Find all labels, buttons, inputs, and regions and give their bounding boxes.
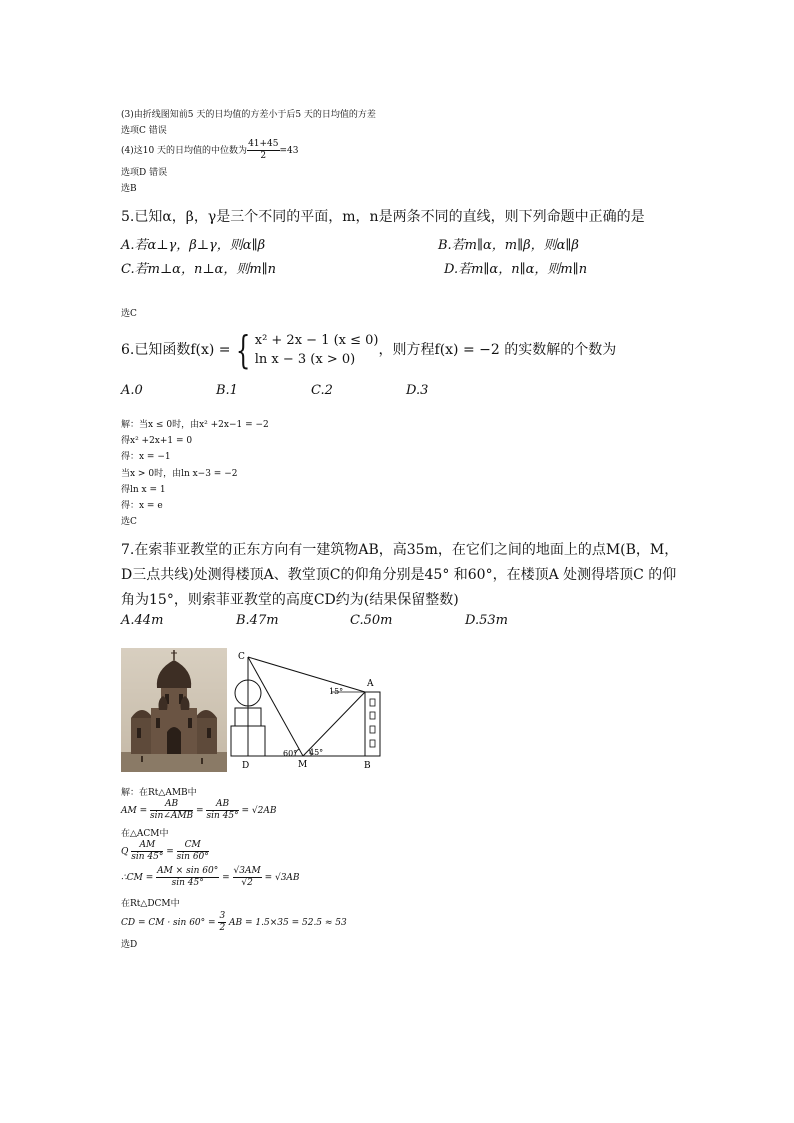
label-a: A — [367, 679, 374, 689]
q7-sol-4-mid: = — [166, 847, 174, 857]
q7-option-d: D.53m — [465, 613, 508, 628]
prev-answer: 选B — [121, 184, 137, 194]
line-ca — [248, 657, 365, 692]
q7-answer: 选D — [121, 940, 138, 950]
q7-sol-5-post: = √3AB — [264, 873, 300, 883]
q7-sol-4-pre: Q — [121, 847, 129, 857]
label-angle-60: 60° — [283, 749, 298, 758]
building-ab — [365, 692, 380, 756]
q7-sol-3: 在△ACM中 — [121, 829, 169, 839]
frac-den: sin 45° — [131, 852, 164, 862]
frac-den: sin 60° — [176, 852, 209, 862]
q6-sol-5: 得ln x = 1 — [121, 485, 166, 495]
q5-option-a: A.若α⊥γ，β⊥γ，则α∥β — [121, 238, 266, 253]
frac-3-2 — [218, 911, 226, 934]
q7-sol-7 — [121, 911, 347, 934]
prev-line4 — [121, 139, 299, 162]
frac-num: AM × sin 60° — [157, 866, 219, 876]
label-d: D — [242, 761, 250, 771]
q6-stem — [121, 328, 617, 372]
frac-am-sin45 — [131, 840, 163, 863]
label-m: M — [298, 760, 308, 770]
q6-stem-post: ，则方程f(x) = −2 的实数解的个数为 — [378, 342, 617, 358]
q6-sol-6: 得：x = e — [121, 501, 163, 511]
q7-sol-2 — [121, 799, 276, 822]
frac-den: sin∠AMB — [150, 811, 194, 821]
q6-option-b: B.1 — [216, 383, 238, 398]
frac-den: sin 45° — [171, 878, 204, 888]
q7-sol-5-mid: = — [222, 873, 230, 883]
frac-num: CM — [177, 840, 209, 852]
q7-sol-7-post: AB = 1.5×35 = 52.5 ≈ 53 — [229, 918, 347, 928]
church-photo — [121, 648, 227, 772]
line-ma — [303, 692, 365, 756]
q7-line-2: D三点共线)处测得楼顶A、教堂顶C的仰角分别是45° 和60°，在楼顶A 处测得塔顶C 的仰 — [121, 567, 677, 583]
piecewise-brace: { — [235, 328, 250, 372]
q5-option-d: D.若m∥α，n∥α，则m∥n — [444, 262, 588, 277]
frac-num: √3AM — [233, 866, 261, 876]
q7-sol-2-mid: = — [196, 806, 204, 816]
median-fraction — [247, 139, 279, 162]
label-angle-15: 15° — [329, 687, 344, 696]
piece-1: x² + 2x − 1 (x ≤ 0) — [254, 333, 379, 348]
q7-line-1: 7.在索菲亚教堂的正东方向有一建筑物AB，高35m，在它们之间的地面上的点M(B，M， — [121, 542, 679, 558]
q7-sol-7-pre: CD = CM · sin 60° = — [121, 918, 216, 928]
frac-ab-sin45 — [206, 799, 238, 822]
q7-sol-6: 在Rt△DCM中 — [121, 899, 180, 909]
label-b: B — [364, 761, 371, 771]
q7-sol-5-pre: ∴CM = — [121, 873, 154, 883]
q6-answer: 选C — [121, 517, 137, 527]
q6-option-c: C.2 — [311, 383, 333, 398]
q7-sol-1: 解：在Rt△AMB中 — [121, 788, 197, 798]
prev-line3-result: 选项C 错误 — [121, 126, 167, 136]
frac-root3-root2 — [233, 866, 262, 889]
frac-num: 3 — [219, 911, 226, 921]
frac-den: sin 45° — [206, 811, 239, 821]
q5-stem: 5.已知α，β，γ是三个不同的平面，m，n是两条不同的直线，则下列命题中正确的是 — [121, 209, 645, 225]
frac-cm-sin60 — [177, 840, 209, 863]
q5-option-c: C.若m⊥α，n⊥α，则m∥n — [121, 262, 277, 277]
frac-den: √2 — [241, 878, 253, 888]
prev-line4-pre: (4)这10 天的日均值的中位数为 — [121, 146, 248, 156]
q6-stem-pre: 6.已知函数f(x) = — [121, 342, 231, 358]
q6-sol-4: 当x > 0时，由ln x−3 = −2 — [121, 469, 238, 479]
piecewise-block — [255, 331, 379, 369]
q7-sol-2-pre: AM = — [121, 806, 148, 816]
q7-option-c: C.50m — [350, 613, 393, 628]
line-mc — [248, 657, 303, 756]
prev-line3: (3)由折线图知前5 天的日均值的方差小于后5 天的日均值的方差 — [121, 110, 376, 120]
q6-option-a: A.0 — [121, 383, 143, 398]
q7-sol-4 — [121, 840, 209, 863]
q6-sol-3: 得：x = −1 — [121, 452, 171, 462]
q7-option-b: B.47m — [236, 613, 279, 628]
q7-option-a: A.44m — [121, 613, 164, 628]
q7-sol-5 — [121, 866, 300, 889]
frac-am-sin60-sin45 — [156, 866, 219, 889]
geometry-diagram — [229, 650, 389, 774]
q7-sol-2-post: = √2AB — [241, 806, 277, 816]
median-fraction-den: 2 — [260, 151, 267, 161]
frac-den: 2 — [219, 923, 226, 933]
q6-sol-2: 得x² +2x+1 = 0 — [121, 436, 193, 446]
frac-num: AB — [206, 799, 238, 811]
label-c: C — [238, 652, 245, 662]
q5-option-b: B.若m∥α，m∥β，则α∥β — [438, 238, 579, 253]
q7-line-3: 角为15°，则索菲亚教堂的高度CD约为(结果保留整数) — [121, 592, 459, 608]
prev-line4-result: 选项D 错误 — [121, 168, 168, 178]
piece-2: ln x − 3 (x > 0) — [254, 352, 356, 367]
q5-answer: 选C — [121, 309, 137, 319]
q6-sol-1: 解：当x ≤ 0时，由x² +2x−1 = −2 — [121, 420, 269, 430]
q6-option-d: D.3 — [406, 383, 429, 398]
frac-ab-sin-amb — [150, 799, 193, 822]
label-angle-45: 45° — [309, 748, 324, 757]
frac-num: AB — [150, 799, 193, 811]
prev-line4-post: =43 — [279, 146, 299, 156]
frac-num: AM — [131, 840, 163, 852]
median-fraction-num: 41+45 — [248, 139, 279, 149]
